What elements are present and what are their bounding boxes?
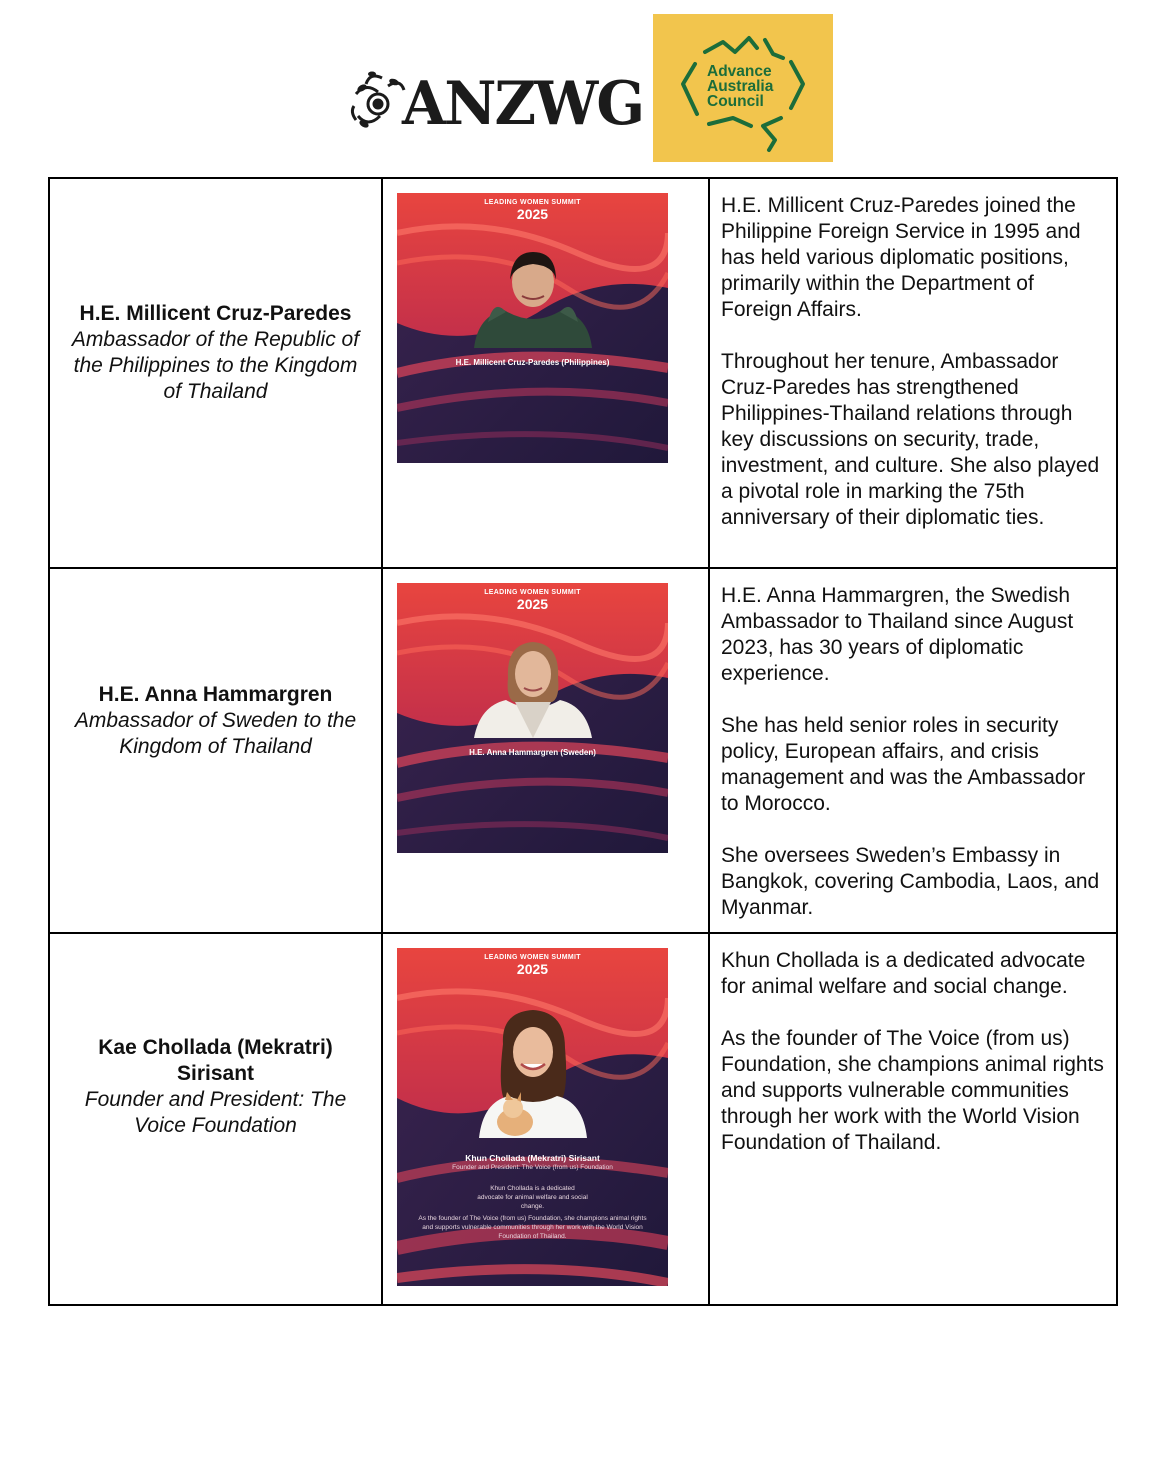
poster-brand-line1: LEADING WOMEN SUMMIT [484,199,581,206]
advance-australia-council-logo [653,14,833,162]
table-row [49,933,1117,1305]
table-row [49,568,1117,933]
bio-paragraph: She oversees Sweden’s Embassy in Bangkok, covering Cambodia, Laos, and Myanmar. [721,844,1100,919]
speaker-name: H.E. Anna Hammargren [98,682,333,706]
speaker-portrait [473,1004,593,1138]
name-cell [49,178,382,568]
speaker-title: Ambassador of Sweden to the Kingdom of Thailand [74,708,357,758]
bio-cell [709,568,1117,933]
poster-caption: H.E. Anna Hammargren (Sweden) [469,748,596,757]
speaker-poster [397,193,668,463]
table-row [49,178,1117,568]
bio-paragraph: H.E. Millicent Cruz-Paredes joined the Philippine Foreign Service in 1995 and has held various diplomatic positions, primarily within the Department of Foreign Affairs. [721,194,1081,321]
speaker-poster [397,948,668,1286]
poster-caption: Khun Chollada (Mekratri) Sirisant [465,1153,600,1163]
poster-subtitle: Founder and President: The Voice (from us) Foundation [452,1164,613,1171]
bio-paragraph: Throughout her tenure, Ambassador Cruz-Paredes has strengthened Philippines-Thailand relations through key discussions on security, trade, investment, and culture. She also played a pivotal role in marking the 75th anniversary of their diplomatic ties. [721,350,1100,529]
aac-line-1: Advance [707,63,772,80]
speaker-name: Kae Chollada (Mekratri) Sirisant [98,1035,333,1085]
bio-cell [709,933,1117,1305]
anzwg-wordmark: ANZWG [402,69,644,139]
poster-brand-year: 2025 [516,206,549,222]
bio-paragraph: Khun Chollada is a dedicated advocate for animal welfare and social change. [721,949,1086,998]
aac-line-2: Australia [707,78,774,95]
bio-paragraph: H.E. Anna Hammargren, the Swedish Ambassador to Thailand since August 2023, has 30 years of diplomatic experience. [721,584,1074,685]
speaker-table [48,177,1118,1306]
name-cell [49,933,382,1305]
anzwg-logo [348,58,644,150]
poster-brand-line1: LEADING WOMEN SUMMIT [484,589,581,596]
photo-cell [382,933,709,1305]
poster-caption: H.E. Millicent Cruz-Paredes (Philippines) [455,358,610,367]
poster-brand-year: 2025 [516,596,549,612]
poster-brand-line1: LEADING WOMEN SUMMIT [484,954,581,961]
speaker-portrait [474,628,592,738]
poster-blurb-1: Khun Chollada is a dedicated advocate for animal welfare and social change. [477,1185,588,1210]
speaker-name: H.E. Millicent Cruz-Paredes [79,302,352,325]
bio-cell [709,178,1117,568]
photo-cell [382,568,709,933]
name-cell [49,568,382,933]
aac-line-3: Council [707,93,764,110]
speaker-portrait [474,238,592,348]
photo-cell [382,178,709,568]
speaker-poster [397,583,668,853]
speaker-title: Founder and President: The Voice Foundation [84,1087,347,1137]
bio-paragraph: She has held senior roles in security policy, European affairs, and crisis management and was the Ambassador to Morocco. [721,714,1086,815]
poster-brand-year: 2025 [516,961,549,977]
poster-blurb-2: As the founder of The Voice (from us) Foundation, she champions animal rights and supports vulnerable communities through her work with the World Vision Foundation of Thailand. [418,1215,647,1240]
speaker-title: Ambassador of the Republic of the Philippines to the Kingdom of Thailand [71,328,360,403]
bio-paragraph: As the founder of The Voice (from us) Foundation, she champions animal rights and supports vulnerable communities through her work with the World Vision Foundation of Thailand. [721,1027,1104,1154]
